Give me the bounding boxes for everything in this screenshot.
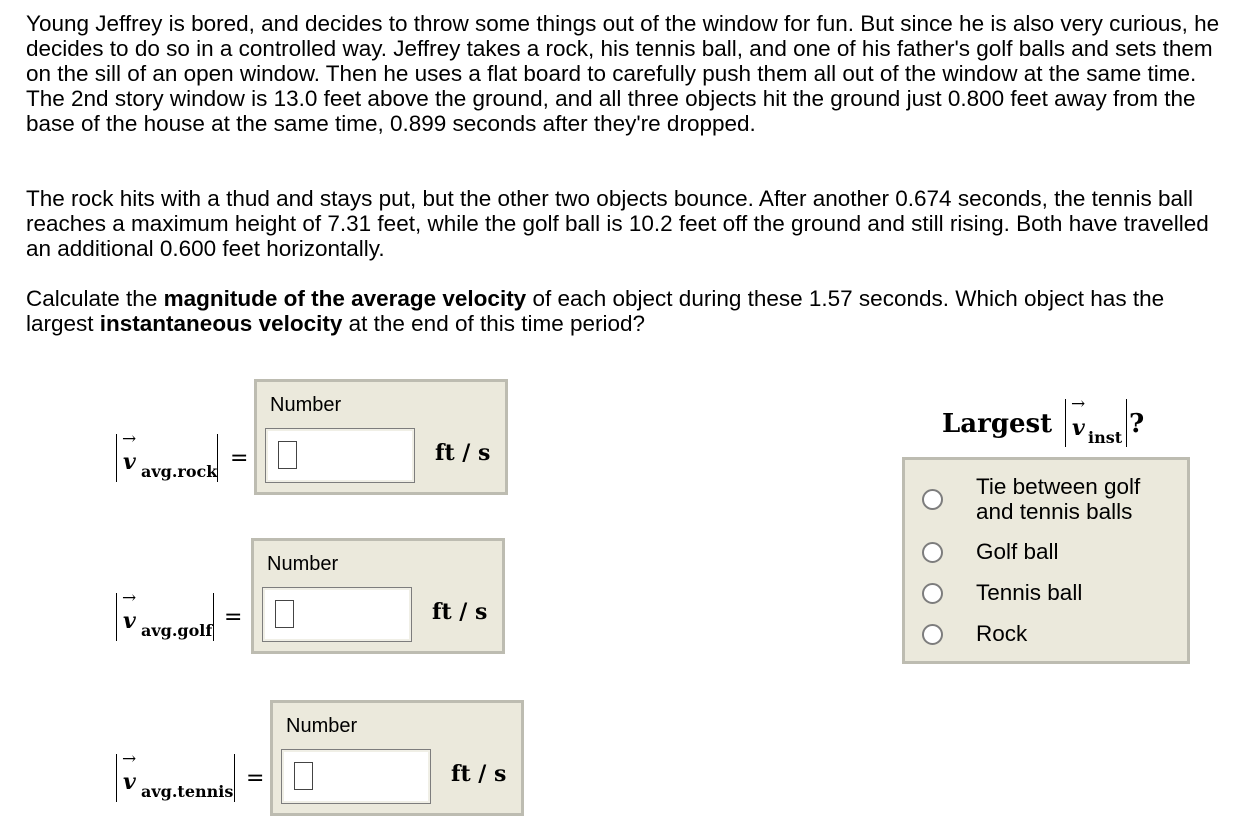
choice-rock[interactable] — [905, 620, 1187, 654]
p3-bold-instantaneous-velocity: instantaneous velocity — [99, 311, 343, 336]
choice-label: Tie between golf and tennis balls — [976, 474, 1141, 524]
radio-button[interactable] — [922, 542, 943, 563]
golf-number-input[interactable] — [262, 587, 412, 642]
rock-number-label: Number — [270, 394, 342, 416]
choice-label: Tennis ball — [976, 580, 1083, 605]
vector-arrow: → — [122, 749, 137, 769]
tennis-number-input[interactable] — [281, 749, 431, 804]
vector-v: v — [123, 608, 136, 634]
abs-bar-left — [116, 593, 117, 641]
golf-answer-box — [251, 538, 505, 654]
p3-text-c: of each object during these 1.57 seconds. Which object has the largest — [26, 286, 1165, 336]
choice-golf[interactable] — [905, 538, 1187, 572]
rock-subscript: avg.rock — [141, 462, 218, 481]
tennis-velocity-label — [113, 749, 273, 807]
input-cursor-box — [278, 441, 297, 469]
problem-paragraph-1: Young Jeffrey is bored, and decides to throw some things out of the window for fun. But since he is also very curious, he decides to do so in a controlled way. Jeffrey takes a rock, his tennis ball, and one of his father's golf balls and sets them on the sill of an open window. Then he uses a flat board to carefully push them all out of the window at the same time. The 2nd story window is 13.0 feet above the ground, and all three objects hit the ground just 0.800 feet away from the base of the house at the same time, 0.899 seconds after they're dropped. — [26, 11, 1220, 136]
rock-answer-box — [254, 379, 508, 495]
rock-velocity-label — [113, 429, 263, 487]
radio-button[interactable] — [922, 624, 943, 645]
input-cursor-box — [275, 600, 294, 628]
equals-sign: = — [230, 446, 249, 471]
question-mark: ? — [1129, 409, 1145, 439]
tennis-unit: ft / s — [451, 761, 507, 787]
golf-number-label: Number — [267, 553, 339, 575]
tennis-subscript: avg.tennis — [141, 782, 234, 801]
choice-tennis[interactable] — [905, 579, 1187, 613]
abs-bar-right — [217, 434, 218, 482]
equals-sign: = — [224, 605, 243, 630]
radio-button[interactable] — [922, 489, 943, 510]
vector-v: v — [1072, 415, 1085, 441]
vector-arrow: → — [122, 429, 137, 449]
vector-v: v — [123, 769, 136, 795]
inst-subscript: inst — [1088, 428, 1123, 447]
golf-subscript: avg.golf — [141, 621, 213, 640]
vector-arrow: → — [122, 588, 137, 608]
p3-text-a: Calculate the — [26, 286, 164, 311]
abs-bar-right — [234, 754, 235, 802]
golf-velocity-label — [113, 588, 263, 646]
radio-button[interactable] — [922, 583, 943, 604]
choice-tie[interactable] — [905, 470, 1187, 530]
p3-text-e: at the end of this time period? — [342, 311, 646, 336]
problem-paragraph-3 — [26, 286, 1221, 336]
largest-word: Largest — [942, 409, 1053, 439]
golf-unit: ft / s — [432, 599, 488, 625]
abs-bar-left — [116, 754, 117, 802]
rock-number-input[interactable] — [265, 428, 415, 483]
abs-bar-right — [1126, 399, 1127, 447]
input-cursor-box — [294, 762, 313, 790]
equals-sign: = — [246, 766, 265, 791]
p3-bold-average-velocity: magnitude of the average velocity — [163, 286, 527, 311]
choice-label: Golf ball — [976, 539, 1059, 564]
tennis-number-label: Number — [286, 715, 358, 737]
largest-velocity-choices — [902, 457, 1190, 664]
vector-arrow: → — [1071, 394, 1086, 414]
rock-unit: ft / s — [435, 440, 491, 466]
problem-paragraph-2: The rock hits with a thud and stays put, but the other two objects bounce. After another 0.674 seconds, the tennis ball reaches a maximum height of 7.31 feet, while the golf ball is 10.2 feet off the ground and still rising. Both have travelled an additional 0.600 feet horizontally. — [26, 186, 1209, 261]
abs-bar-left — [116, 434, 117, 482]
vector-v: v — [123, 449, 136, 475]
tennis-answer-box — [270, 700, 524, 816]
abs-bar-right — [213, 593, 214, 641]
abs-bar-left — [1065, 399, 1066, 447]
largest-velocity-title — [940, 396, 1160, 451]
choice-label: Rock — [976, 621, 1028, 646]
